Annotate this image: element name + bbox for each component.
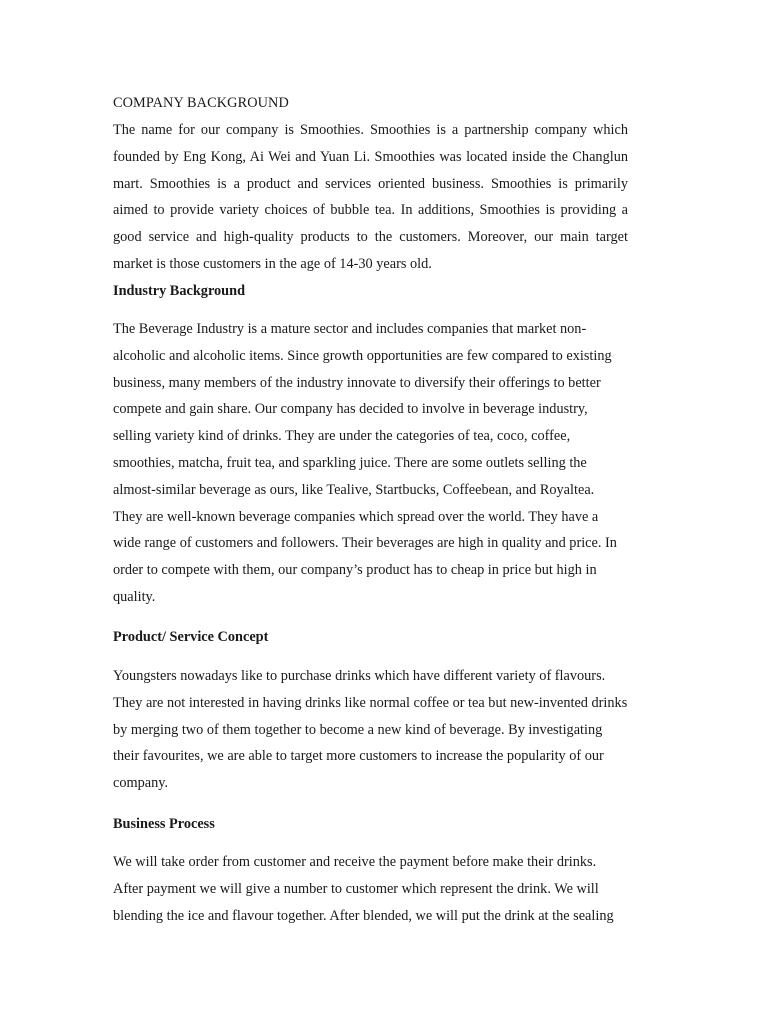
text-line: business, many members of the industry innovate to diversify their offerings to better <box>113 374 601 391</box>
industry-background-paragraph <box>113 316 628 611</box>
product-service-concept-heading: Product/ Service Concept <box>113 629 269 645</box>
text-line: blending the ice and flavour together. After blended, we will put the drink at the sealing <box>113 907 614 924</box>
text-line: quality. <box>113 588 156 605</box>
text-line: their favourites, we are able to target more customers to increase the popularity of our <box>113 748 604 765</box>
product-service-concept-paragraph <box>113 663 628 797</box>
business-process-paragraph <box>113 849 628 929</box>
text-line: selling variety kind of drinks. They are under the categories of tea, coco, coffee, <box>113 428 571 445</box>
text-line: They are well-known beverage companies which spread over the world. They have a <box>113 508 599 525</box>
text-line: alcoholic and alcoholic items. Since growth opportunities are few compared to existing <box>113 347 612 364</box>
text-line: order to compete with them, our company’s product has to cheap in price but high in <box>113 562 597 579</box>
text-line: They are not interested in having drinks like normal coffee or tea but new-invented drinks <box>113 694 628 711</box>
text-line: compete and gain share. Our company has decided to involve in beverage industry, <box>113 401 588 418</box>
text-line: Youngsters nowadays like to purchase drinks which have different variety of flavours. <box>113 668 606 684</box>
text-line: wide range of customers and followers. Their beverages are high in quality and price. In <box>113 535 617 552</box>
text-line: After payment we will give a number to customer which represent the drink. We will <box>113 880 599 897</box>
text-line: The Beverage Industry is a mature sector and includes companies that market non- <box>113 321 587 337</box>
text-line: by merging two of them together to become a new kind of beverage. By investigating <box>113 721 603 738</box>
company-background-heading: COMPANY BACKGROUND <box>113 95 289 111</box>
business-process-heading: Business Process <box>113 816 215 832</box>
company-background-paragraph: The name for our company is Smoothies. Smoothies is a partnership company which founded by Eng Kong, Ai Wei and Yuan Li. Smoothies was located inside the Changlun mart. Smoothies is a product and services oriented business. Smoothies is primarily aimed to provide variety choices of bubble tea. In additions, Smoothies is providing a good service and high-quality products to the customers. Moreover, our main target market is those customers in the age of 14-30 years old. <box>113 122 628 272</box>
text-line: smoothies, matcha, fruit tea, and sparkling juice. There are some outlets selling the <box>113 454 587 471</box>
industry-background-heading: Industry Background <box>113 283 246 299</box>
text-line: company. <box>113 775 169 792</box>
text-line: almost-similar beverage as ours, like Tealive, Startbucks, Coffeebean, and Royaltea. <box>113 481 595 498</box>
text-line: We will take order from customer and receive the payment before make their drinks. <box>113 854 597 870</box>
